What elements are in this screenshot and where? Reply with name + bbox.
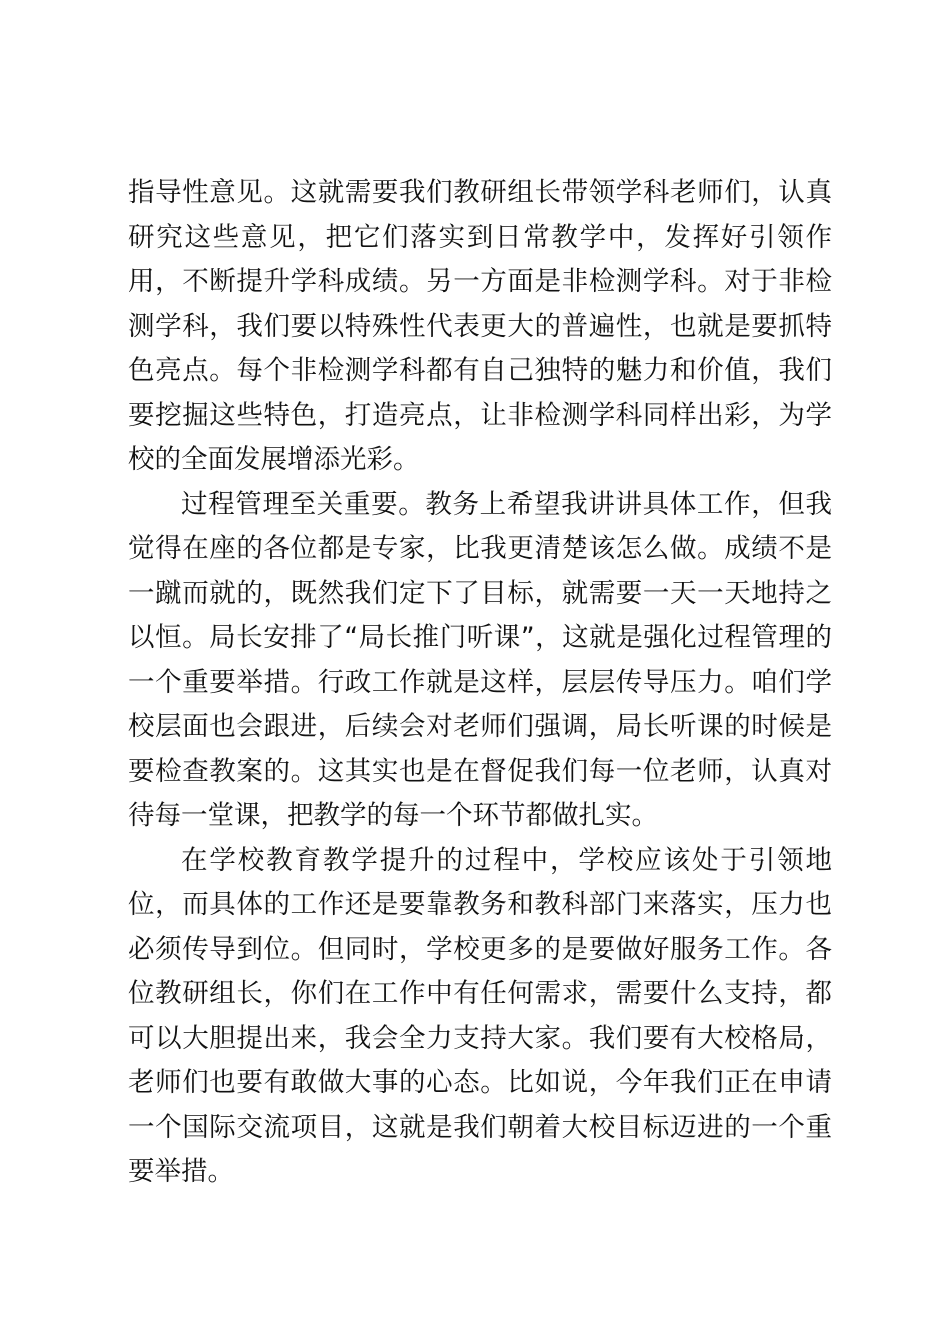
paragraph-2: 过程管理至关重要。教务上希望我讲讲具体工作，但我觉得在座的各位都是专家，比我更清楚该怎么做。成绩不是一蹴而就的，既然我们定下了目标，就需要一天一天地持之以恒。局长安排了“局长推门听课”，这就是强化过程管理的一个重要举措。行政工作就是这样，层层传导压力。咱们学校层面也会跟进，后续会对老师们强调，局长听课的时候是要检查教案的。这其实也是在督促我们每一位老师，认真对待每一堂课，把教学的每一个环节都做扎实。 [128,488,832,831]
paragraph-1: 指导性意见。这就需要我们教研组长带领学科老师们，认真研究这些意见，把它们落实到日常教学中，发挥好引领作用，不断提升学科成绩。另一方面是非检测学科。对于非检测学科，我们要以特殊性代表更大的普遍性，也就是要抓特色亮点。每个非检测学科都有自己独特的魅力和价值，我们要挖掘这些特色，打造亮点，让非检测学科同样出彩，为学校的全面发展增添光彩。 [128,177,832,475]
document-body [128,171,832,1195]
paragraph-3: 在学校教育教学提升的过程中，学校应该处于引领地位，而具体的工作还是要靠教务和教科部门来落实，压力也必须传导到位。但同时，学校更多的是要做好服务工作。各位教研组长，你们在工作中有任何需求，需要什么支持，都可以大胆提出来，我会全力支持大家。我们要有大校格局，老师们也要有敢做大事的心态。比如说，今年我们正在申请一个国际交流项目，这就是我们朝着大校目标迈进的一个重要举措。 [128,844,832,1187]
